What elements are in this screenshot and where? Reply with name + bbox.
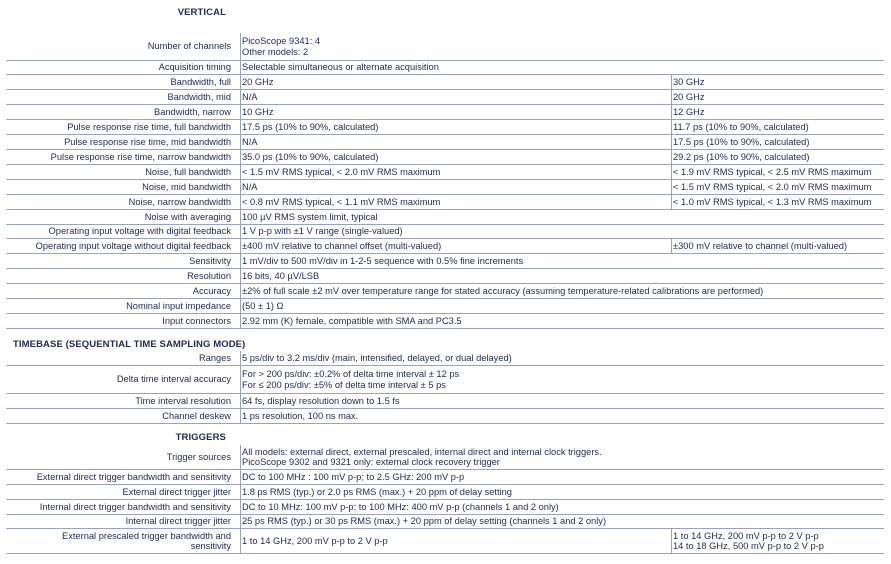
spec-value bbox=[240, 470, 884, 484]
spec-label bbox=[6, 299, 231, 313]
spec-value-line: DC to 100 MHz : 100 mV p-p; to 2.5 GHz: 200 mV p-p bbox=[242, 471, 465, 482]
spec-value-line: Selectable simultaneous or alternate acquisition bbox=[242, 62, 439, 73]
spec-label-text: Internal direct trigger jitter bbox=[125, 516, 231, 527]
spec-value-line: For ≤ 200 ps/div: ±5% of delta time interval ± 5 ps bbox=[242, 379, 446, 390]
spec-label-text: Delta time interval accuracy bbox=[116, 374, 231, 385]
spec-value bbox=[240, 366, 884, 393]
spec-row bbox=[6, 299, 884, 314]
spec-value-line: Other models: 2 bbox=[242, 46, 309, 57]
spec-label-text: Number of channels bbox=[147, 41, 231, 52]
spec-label-text: Acquisition timing bbox=[158, 62, 231, 73]
spec-label bbox=[6, 470, 231, 484]
spec-label bbox=[6, 351, 231, 365]
spec-label-text: Input connectors bbox=[162, 315, 231, 326]
spec-value-alt-line: < 1.0 mV RMS typical, < 1.3 mV RMS maximum bbox=[673, 196, 872, 207]
spec-label bbox=[6, 75, 231, 89]
spec-row bbox=[6, 351, 884, 366]
spec-label-text: Ranges bbox=[198, 352, 231, 363]
spec-label-text: Nominal input impedance bbox=[126, 300, 231, 311]
spec-label bbox=[6, 210, 231, 224]
spec-row bbox=[6, 284, 884, 299]
spec-value-alt bbox=[671, 135, 884, 149]
spec-value bbox=[240, 75, 670, 89]
spec-value-alt bbox=[671, 105, 884, 119]
spec-label-text: Pulse response rise time, full bandwidth bbox=[67, 121, 231, 132]
section-heading-triggers: TRIGGERS bbox=[175, 432, 226, 443]
spec-value-line: < 1.5 mV RMS typical, < 2.0 mV RMS maximum bbox=[242, 166, 441, 177]
spec-label-text: Time interval resolution bbox=[135, 395, 231, 406]
spec-label bbox=[6, 195, 231, 209]
spec-label-text: Noise, mid bandwidth bbox=[142, 181, 231, 192]
spec-value-line: 1 mV/div to 500 mV/div in 1-2-5 sequence with 0.5% fine increments bbox=[242, 255, 524, 266]
spec-label bbox=[6, 120, 231, 134]
spec-value bbox=[240, 409, 884, 423]
spec-value bbox=[240, 515, 884, 528]
spec-value bbox=[240, 150, 670, 164]
spec-value-line: 10 GHz bbox=[242, 106, 274, 117]
spec-value bbox=[240, 485, 884, 499]
spec-value-line: (50 ± 1) Ω bbox=[242, 300, 284, 311]
spec-value-line: 2.92 mm (K) female, compatible with SMA and PC3.5 bbox=[242, 315, 462, 326]
spec-value-line: All models: external direct, external prescaled, internal direct and internal clock triggers. bbox=[242, 446, 602, 457]
spec-row bbox=[6, 150, 884, 165]
spec-value bbox=[240, 195, 670, 209]
spec-label bbox=[6, 269, 231, 283]
spec-row bbox=[6, 105, 884, 120]
spec-value-alt-line: < 1.9 mV RMS typical, < 2.5 mV RMS maximum bbox=[673, 166, 872, 177]
spec-label bbox=[6, 135, 231, 149]
spec-label bbox=[6, 366, 231, 393]
spec-label bbox=[6, 225, 231, 238]
spec-value-line: 1 V p-p with ±1 V range (single-valued) bbox=[242, 226, 403, 237]
section-heading-vertical: VERTICAL bbox=[177, 7, 226, 18]
spec-value bbox=[240, 239, 670, 253]
spec-value-line: 17.5 ps (10% to 90%, calculated) bbox=[242, 121, 379, 132]
spec-label bbox=[6, 61, 231, 74]
spec-row bbox=[6, 225, 884, 239]
spec-value bbox=[240, 61, 884, 74]
spec-value bbox=[240, 314, 884, 328]
spec-value-alt-line: 11.7 ps (10% to 90%, calculated) bbox=[673, 121, 809, 132]
spec-label-text: Resolution bbox=[187, 270, 231, 281]
spec-value bbox=[240, 299, 884, 313]
spec-label bbox=[6, 485, 231, 499]
spec-label-text: Operating input voltage without digital feedback bbox=[35, 240, 231, 251]
spec-value-alt-line: < 1.5 mV RMS typical, < 2.0 mV RMS maximum bbox=[673, 181, 872, 192]
spec-value-line: 64 fs, display resolution down to 1.5 fs bbox=[242, 395, 400, 406]
spec-row bbox=[6, 314, 884, 329]
spec-label bbox=[6, 529, 231, 553]
spec-value-line: 1 ps resolution, 100 ns max. bbox=[242, 410, 359, 421]
spec-value bbox=[240, 180, 670, 194]
spec-label-text: External direct trigger jitter bbox=[122, 486, 231, 497]
spec-label bbox=[6, 254, 231, 268]
spec-value bbox=[240, 90, 670, 104]
spec-value-alt bbox=[671, 90, 884, 104]
spec-label-text: Internal direct trigger bandwidth and sensitivity bbox=[39, 501, 231, 512]
spec-label bbox=[6, 515, 231, 528]
spec-row bbox=[6, 195, 884, 210]
spec-value-line: 16 bits, 40 µV/LSB bbox=[242, 270, 320, 281]
spec-value-line: 35.0 ps (10% to 90%, calculated) bbox=[242, 151, 379, 162]
spec-label-text: Trigger sources bbox=[166, 451, 231, 462]
spec-label bbox=[6, 105, 231, 119]
spec-value-alt bbox=[671, 120, 884, 134]
spec-label bbox=[6, 409, 231, 423]
spec-row bbox=[6, 394, 884, 409]
spec-value-alt-line: 1 to 14 GHz, 200 mV p-p to 2 V p-p bbox=[673, 530, 819, 541]
spec-label bbox=[6, 180, 231, 194]
spec-row bbox=[6, 529, 884, 554]
spec-value-line: DC to 10 MHz: 100 mV p-p; to 100 MHz: 400 mV p-p (channels 1 and 2 only) bbox=[242, 501, 559, 512]
spec-value-line: For > 200 ps/div: ±0.2% of delta time interval ± 12 ps bbox=[242, 369, 460, 379]
spec-label-text: External direct trigger bandwidth and sensitivity bbox=[36, 471, 231, 482]
spec-row bbox=[6, 239, 884, 254]
spec-value-alt bbox=[671, 529, 884, 553]
spec-label bbox=[6, 314, 231, 328]
spec-value-alt-line: 14 to 18 GHz, 500 mV p-p to 2 V p-p bbox=[673, 541, 824, 551]
spec-label-text: Noise, full bandwidth bbox=[145, 166, 231, 177]
spec-row bbox=[6, 445, 884, 470]
spec-value-line: 20 GHz bbox=[242, 76, 274, 87]
spec-row bbox=[6, 75, 884, 90]
spec-value-alt-line: 29.2 ps (10% to 90%, calculated) bbox=[673, 151, 810, 162]
spec-value-alt-line: 17.5 ps (10% to 90%, calculated) bbox=[673, 136, 810, 147]
spec-value-alt-line: 12 GHz bbox=[673, 106, 705, 117]
spec-label bbox=[6, 90, 231, 104]
spec-row bbox=[6, 470, 884, 485]
spec-value bbox=[240, 33, 884, 60]
spec-value-line: 5 ps/div to 3.2 ms/div (main, intensified, delayed, or dual delayed) bbox=[242, 352, 512, 363]
spec-row bbox=[6, 61, 884, 75]
spec-row bbox=[6, 165, 884, 180]
spec-value bbox=[240, 120, 670, 134]
spec-value-line: PicoScope 9341: 4 bbox=[242, 36, 321, 46]
spec-value bbox=[240, 105, 670, 119]
spec-label-text: Bandwidth, full bbox=[170, 76, 231, 87]
spec-value-line: < 0.8 mV RMS typical, < 1.1 mV RMS maximum bbox=[242, 196, 441, 207]
spec-value-line: ±2% of full scale ±2 mV over temperature range for stated accuracy (assuming temperature-related calibrations are performed) bbox=[242, 285, 764, 296]
spec-value-alt bbox=[671, 195, 884, 209]
spec-value bbox=[240, 529, 670, 553]
spec-label-text: Accuracy bbox=[192, 285, 231, 296]
spec-value-alt bbox=[671, 239, 884, 253]
spec-value-line: N/A bbox=[242, 181, 258, 192]
spec-label-text: Pulse response rise time, narrow bandwidth bbox=[50, 151, 231, 162]
spec-label bbox=[6, 284, 231, 298]
spec-label-text: Channel deskew bbox=[162, 410, 231, 421]
spec-value-line: 1 to 14 GHz, 200 mV p-p to 2 V p-p bbox=[242, 535, 388, 546]
spec-value-line: ±400 mV relative to channel offset (multi-valued) bbox=[242, 240, 442, 251]
spec-value bbox=[240, 210, 884, 224]
spec-label-text: Noise with averaging bbox=[144, 211, 231, 222]
spec-row bbox=[6, 366, 884, 394]
spec-value-alt bbox=[671, 75, 884, 89]
spec-label-line: External prescaled trigger bandwidth and bbox=[62, 530, 231, 541]
spec-value bbox=[240, 269, 884, 283]
spec-row bbox=[6, 500, 884, 515]
spec-row bbox=[6, 269, 884, 284]
spec-value-alt-line: 30 GHz bbox=[673, 76, 705, 87]
spec-value-line: N/A bbox=[242, 91, 258, 102]
spec-value bbox=[240, 351, 884, 365]
spec-value-alt-line: 20 GHz bbox=[673, 91, 705, 102]
spec-row bbox=[6, 254, 884, 269]
spec-label-text: Sensitivity bbox=[189, 255, 231, 266]
spec-value bbox=[240, 165, 670, 179]
spec-label bbox=[6, 394, 231, 408]
spec-row bbox=[6, 120, 884, 135]
spec-row bbox=[6, 409, 884, 424]
spec-value bbox=[240, 135, 670, 149]
spec-value bbox=[240, 254, 884, 268]
spec-value-alt bbox=[671, 180, 884, 194]
spec-value bbox=[240, 284, 884, 298]
spec-row bbox=[6, 180, 884, 195]
spec-label bbox=[6, 445, 231, 469]
spec-row bbox=[6, 135, 884, 150]
spec-label bbox=[6, 165, 231, 179]
spec-value bbox=[240, 394, 884, 408]
spec-value-line: 100 µV RMS system limit, typical bbox=[242, 211, 378, 222]
spec-value-line: N/A bbox=[242, 136, 258, 147]
spec-label-text: Bandwidth, narrow bbox=[154, 106, 231, 117]
spec-label-text: Operating input voltage with digital feedback bbox=[48, 226, 231, 237]
spec-row bbox=[6, 90, 884, 105]
spec-value-alt bbox=[671, 150, 884, 164]
spec-value-line: 1.8 ps RMS (typ.) or 2.0 ps RMS (max.) + 20 ppm of delay setting bbox=[242, 486, 512, 497]
spec-row bbox=[6, 515, 884, 529]
spec-row bbox=[6, 210, 884, 225]
spec-value-line: PicoScope 9302 and 9321 only: external clock recovery trigger bbox=[242, 457, 500, 467]
spec-row bbox=[6, 33, 884, 61]
spec-label-text: Pulse response rise time, mid bandwidth bbox=[64, 136, 231, 147]
spec-label bbox=[6, 150, 231, 164]
spec-label-text: Bandwidth, mid bbox=[167, 91, 231, 102]
section-heading-timebase: TIMEBASE (SEQUENTIAL TIME SAMPLING MODE) bbox=[13, 339, 246, 350]
spec-value-line: 25 ps RMS (typ.) or 30 ps RMS (max.) + 20 ppm of delay setting (channels 1 and 2 only) bbox=[242, 516, 607, 527]
spec-value-alt bbox=[671, 165, 884, 179]
spec-value bbox=[240, 225, 884, 238]
spec-label-text: Noise, narrow bandwidth bbox=[128, 196, 231, 207]
spec-value-alt-line: ±300 mV relative to channel (multi-valued) bbox=[673, 240, 848, 251]
spec-label bbox=[6, 33, 231, 60]
spec-value bbox=[240, 500, 884, 514]
spec-row bbox=[6, 485, 884, 500]
spec-value bbox=[240, 445, 884, 469]
spec-label-line: sensitivity bbox=[190, 541, 231, 551]
spec-label bbox=[6, 500, 231, 514]
spec-label bbox=[6, 239, 231, 253]
